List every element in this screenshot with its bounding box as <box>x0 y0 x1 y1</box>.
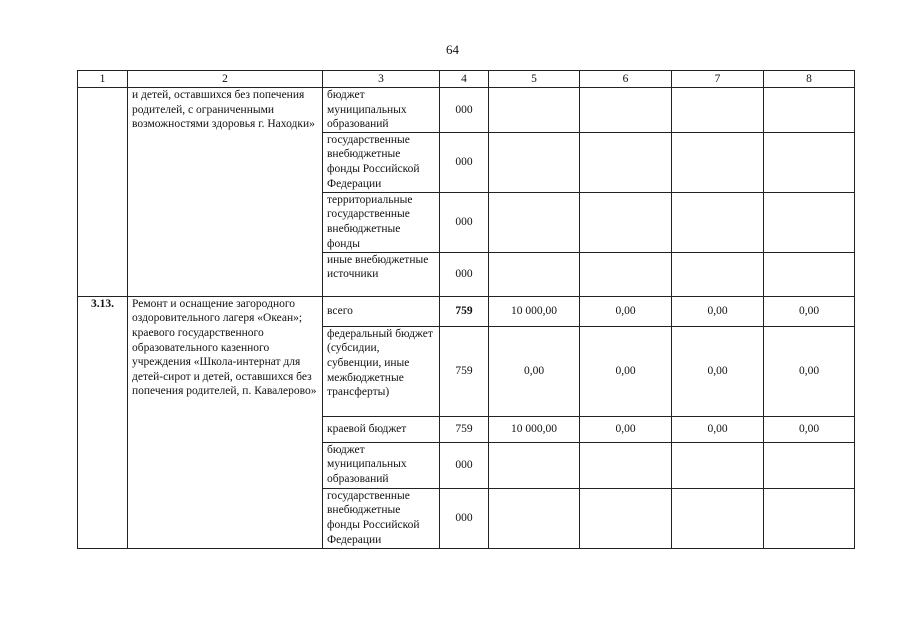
value-cell <box>489 488 580 548</box>
table-header-row <box>78 71 855 88</box>
code-cell: 000 <box>440 442 489 488</box>
column-header: 1 <box>78 71 128 88</box>
value-cell <box>764 132 855 192</box>
value-cell <box>764 488 855 548</box>
value-cell <box>580 88 672 133</box>
value-cell: 0,00 <box>764 326 855 416</box>
value-cell <box>764 442 855 488</box>
value-cell <box>580 442 672 488</box>
value-cell <box>489 88 580 133</box>
value-cell <box>580 192 672 252</box>
funding-source: бюджет муниципальных образований <box>323 442 440 488</box>
item-number-cell <box>78 88 128 297</box>
value-cell <box>580 488 672 548</box>
value-cell <box>580 252 672 296</box>
code-cell: 759 <box>440 416 489 442</box>
value-cell <box>672 132 764 192</box>
column-header: 5 <box>489 71 580 88</box>
task-description: и детей, оставшихся без попечения родителей, с ограниченными возможностями здоровья г. Находки» <box>128 88 323 297</box>
code-cell: 000 <box>440 252 489 296</box>
code-cell: 000 <box>440 88 489 133</box>
funding-source: краевой бюджет <box>323 416 440 442</box>
table-row <box>78 296 855 326</box>
funding-source: всего <box>323 296 440 326</box>
value-cell <box>672 88 764 133</box>
funding-source: государственные внебюджетные фонды Российской Федерации <box>323 488 440 548</box>
value-cell <box>580 132 672 192</box>
value-cell: 0,00 <box>672 296 764 326</box>
value-cell: 0,00 <box>489 326 580 416</box>
column-header: 6 <box>580 71 672 88</box>
value-cell <box>489 252 580 296</box>
value-cell: 0,00 <box>580 416 672 442</box>
page-number: 64 <box>446 42 459 57</box>
code-cell: 000 <box>440 132 489 192</box>
column-header: 3 <box>323 71 440 88</box>
value-cell <box>764 252 855 296</box>
code-cell: 759 <box>440 326 489 416</box>
value-cell: 0,00 <box>764 296 855 326</box>
value-cell <box>672 192 764 252</box>
value-cell <box>672 442 764 488</box>
task-description: Ремонт и оснащение загородного оздоровительного лагеря «Океан»; краевого государственного образовательного казенного учреждения «Школа-интернат для детей-сирот и детей, оставшихся без попечения родителей, п. Кавалерово» <box>128 296 323 548</box>
value-cell <box>672 252 764 296</box>
column-header: 8 <box>764 71 855 88</box>
column-header: 2 <box>128 71 323 88</box>
column-header: 4 <box>440 71 489 88</box>
funding-source: бюджет муниципальных образований <box>323 88 440 133</box>
value-cell: 0,00 <box>672 416 764 442</box>
item-number-cell: 3.13. <box>78 296 128 548</box>
value-cell <box>672 488 764 548</box>
value-cell <box>764 88 855 133</box>
value-cell: 0,00 <box>672 326 764 416</box>
value-cell <box>489 132 580 192</box>
value-cell: 10 000,00 <box>489 296 580 326</box>
value-cell: 0,00 <box>580 296 672 326</box>
value-cell <box>489 442 580 488</box>
code-cell: 000 <box>440 488 489 548</box>
code-cell: 759 <box>440 296 489 326</box>
funding-source: федеральный бюджет (субсидии, субвенции, иные межбюджетные трансферты) <box>323 326 440 416</box>
code-cell: 000 <box>440 192 489 252</box>
value-cell: 0,00 <box>580 326 672 416</box>
value-cell: 10 000,00 <box>489 416 580 442</box>
column-header: 7 <box>672 71 764 88</box>
funding-source: территориальные государственные внебюджетные фонды <box>323 192 440 252</box>
funding-source: государственные внебюджетные фонды Российской Федерации <box>323 132 440 192</box>
value-cell <box>764 192 855 252</box>
budget-table <box>77 70 855 549</box>
value-cell: 0,00 <box>764 416 855 442</box>
funding-source: иные внебюджетные источники <box>323 252 440 296</box>
table-row <box>78 88 855 133</box>
value-cell <box>489 192 580 252</box>
